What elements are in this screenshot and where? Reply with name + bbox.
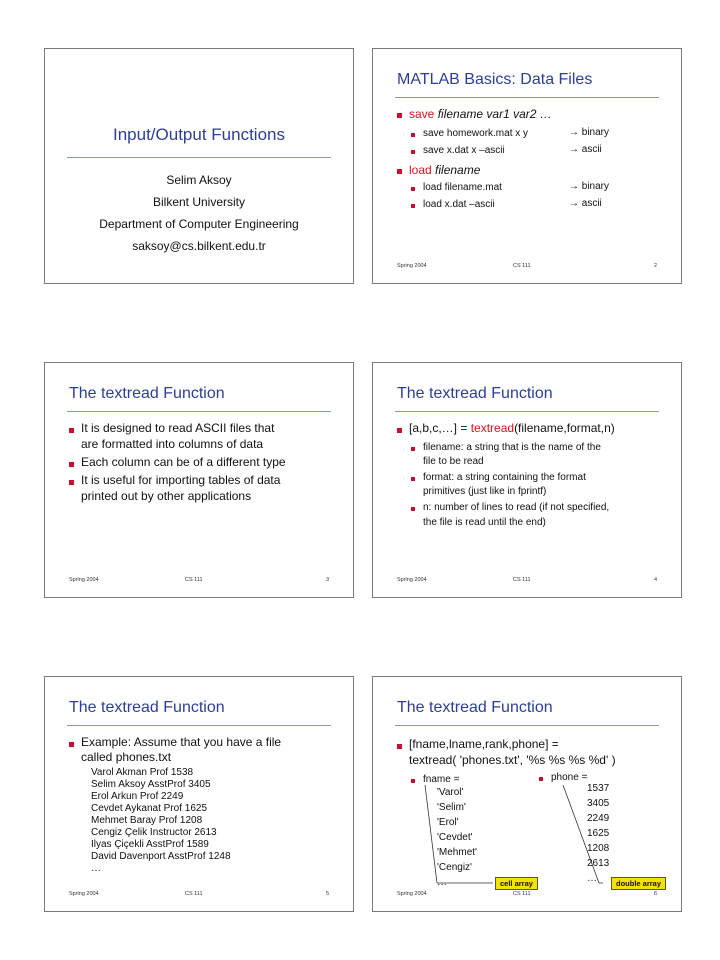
bullet-icon xyxy=(397,113,402,118)
sub-bullet-icon xyxy=(411,477,415,481)
fname-value: … xyxy=(437,877,447,888)
footer-course: CS 111 xyxy=(513,577,531,583)
author: Selim Aksoy xyxy=(166,173,232,187)
file-line: … xyxy=(91,863,101,874)
fname-label: fname = xyxy=(423,774,460,785)
slide-3 xyxy=(44,362,354,598)
email: saksoy@cs.bilkent.edu.tr xyxy=(132,239,266,253)
phone-value: 1208 xyxy=(587,843,610,854)
file-line: Cevdet Aykanat Prof 1625 xyxy=(91,803,208,814)
slide-title: MATLAB Basics: Data Files xyxy=(397,71,593,88)
footer-course: CS 111 xyxy=(513,891,531,897)
file-line: Selim Aksoy AsstProf 3405 xyxy=(91,779,211,790)
phone-value: 1537 xyxy=(587,783,610,794)
bullet-icon xyxy=(397,169,402,174)
slide-title: The textread Function xyxy=(69,699,225,716)
item-line: primitives (just like in fprintf) xyxy=(423,486,547,497)
phone-value: 2249 xyxy=(587,813,610,824)
load-keyword: load xyxy=(409,163,432,177)
bullet-icon xyxy=(69,428,74,433)
load-cmd: load x.dat –ascii xyxy=(423,199,495,210)
footer-term: Spring 2004 xyxy=(397,577,427,583)
footer-course: CS 111 xyxy=(185,577,203,583)
save-keyword: save xyxy=(409,107,435,121)
title-rule xyxy=(67,725,331,726)
footer-course: CS 111 xyxy=(513,263,531,269)
footer-page-number: 6 xyxy=(653,891,657,897)
save-args: filename var1 var2 … xyxy=(437,107,552,121)
load-line xyxy=(409,163,480,178)
university: Bilkent University xyxy=(152,195,246,209)
bullet-line: It is designed to read ASCII files that xyxy=(81,421,275,435)
save-result: → ascii xyxy=(569,144,602,155)
fname-values xyxy=(437,785,477,890)
sub-bullet-icon xyxy=(411,150,415,154)
slide-1 xyxy=(44,48,354,284)
footer-course: CS 111 xyxy=(185,891,203,897)
fname-value: 'Selim' xyxy=(437,802,466,813)
item-line: n: number of lines to read (if not specified, xyxy=(423,502,610,513)
file-line: Erol Arkun Prof 2249 xyxy=(91,791,184,802)
load-args: filename xyxy=(435,163,481,177)
sub-bullet-icon xyxy=(411,133,415,137)
slide-title: The textread Function xyxy=(397,385,553,402)
slide-5 xyxy=(44,676,354,912)
save-cmd: save homework.mat x y xyxy=(423,128,529,139)
footer-term: Spring 2004 xyxy=(69,577,99,583)
sub-bullet-icon xyxy=(411,204,415,208)
bullet-line: called phones.txt xyxy=(81,750,172,764)
fname-value: 'Cengiz' xyxy=(437,862,472,873)
bullet-line: printed out by other applications xyxy=(81,489,252,503)
slide-title: Input/Output Functions xyxy=(113,125,285,144)
bullet-line: are formatted into columns of data xyxy=(81,437,264,451)
syntax-outputs: [a,b,c,…] = xyxy=(409,421,471,435)
phone-values xyxy=(587,781,609,886)
bullet-icon xyxy=(69,480,74,485)
item-line: format: a string containing the format xyxy=(423,472,586,483)
department: Department of Computer Engineering xyxy=(99,217,299,231)
bullet-line: Each column can be of a different type xyxy=(81,455,286,469)
save-cmd: save x.dat x –ascii xyxy=(423,145,505,156)
file-line: Varol Akman Prof 1538 xyxy=(91,767,194,778)
file-line: Ilyas Çiçekli AsstProf 1589 xyxy=(91,839,209,850)
footer-term: Spring 2004 xyxy=(397,891,427,897)
phone-label: phone = xyxy=(551,772,588,783)
load-result: → ascii xyxy=(569,198,602,209)
sub-bullet-icon xyxy=(411,447,415,451)
bullet-icon xyxy=(69,462,74,467)
bracket-lines xyxy=(373,677,681,911)
load-result: → binary xyxy=(569,181,610,192)
fname-value: 'Varol' xyxy=(437,787,464,798)
footer-term: Spring 2004 xyxy=(69,891,99,897)
phone-value: 3405 xyxy=(587,798,610,809)
phones-file-listing xyxy=(91,767,231,875)
slide-6 xyxy=(372,676,682,912)
title-rule xyxy=(67,157,331,158)
file-line: David Davenport AsstProf 1248 xyxy=(91,851,231,862)
title-rule xyxy=(67,411,331,412)
phone-value: 2613 xyxy=(587,858,610,869)
file-line: Mehmet Baray Prof 1208 xyxy=(91,815,203,826)
fname-value: 'Mehmet' xyxy=(437,847,477,858)
save-line xyxy=(409,107,552,122)
syntax-function: textread xyxy=(470,421,515,435)
double-array-tag: double array xyxy=(611,877,666,890)
slide-2 xyxy=(372,48,682,284)
bullet-icon xyxy=(397,428,402,433)
fname-value: 'Erol' xyxy=(437,817,459,828)
slide-4 xyxy=(372,362,682,598)
slide-title: The textread Function xyxy=(397,699,553,716)
sub-bullet-icon xyxy=(411,507,415,511)
item-line: filename: a string that is the name of the xyxy=(423,442,601,453)
load-cmd: load filename.mat xyxy=(423,182,502,193)
syntax-line xyxy=(409,421,615,436)
bullet-line: It is useful for importing tables of data xyxy=(81,473,281,487)
call-line: textread( 'phones.txt', '%s %s %s %d' ) xyxy=(409,753,616,767)
fname-value: 'Cevdet' xyxy=(437,832,473,843)
bullet-line: Example: Assume that you have a file xyxy=(81,735,282,749)
slide-title: The textread Function xyxy=(69,385,225,402)
footer-page-number: 2 xyxy=(653,263,657,269)
cell-array-tag: cell array xyxy=(495,877,538,890)
item-line: file to be read xyxy=(423,456,484,467)
title-rule xyxy=(395,97,659,98)
footer-page-number: 5 xyxy=(325,891,329,897)
footer-page-number: 3 xyxy=(325,577,329,583)
title-rule xyxy=(395,411,659,412)
sub-bullet-icon xyxy=(411,187,415,191)
save-result: → binary xyxy=(569,127,610,138)
phone-value: 1625 xyxy=(587,828,610,839)
item-line: the file is read until the end) xyxy=(423,517,546,528)
file-line: Cengiz Çelik Instructor 2613 xyxy=(91,827,217,838)
footer-term: Spring 2004 xyxy=(397,263,427,269)
footer-page-number: 4 xyxy=(653,577,657,583)
phone-value: … xyxy=(587,873,597,884)
bullet-icon xyxy=(69,742,74,747)
call-line: [fname,lname,rank,phone] = xyxy=(409,737,559,751)
syntax-args: (filename,format,n) xyxy=(514,421,615,435)
